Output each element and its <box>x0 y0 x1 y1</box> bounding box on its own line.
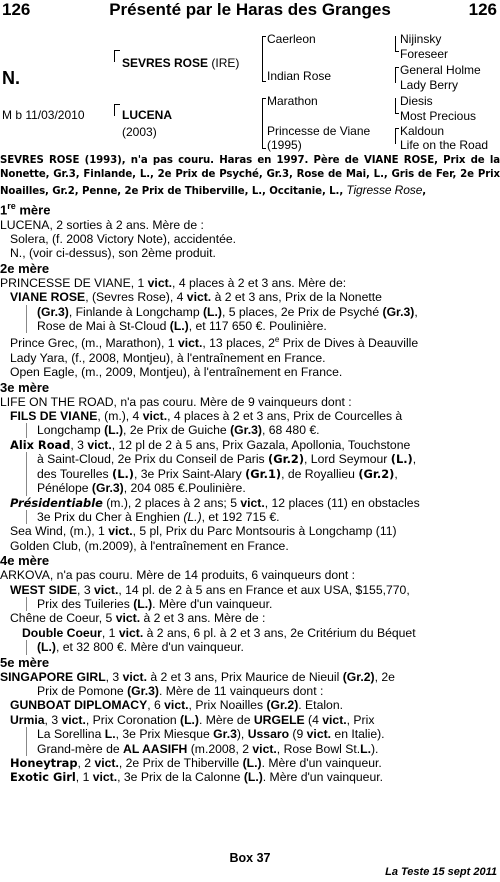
s4-intro: ARKOVA, n'a pas couru. Mère de 14 produits, 6 vainqueurs dont : <box>0 568 356 583</box>
s5-singapore-girl: SINGAPORE GIRL, 3 vict. à 2 et 3 ans, Prix Maurice de Nieuil (Gr.2), 2e <box>0 669 395 684</box>
s5-honeytrap: Honeytrap, 2 vict., 2e Prix de Thiberville (L.). Mère d'un vainqueur. <box>10 756 382 771</box>
pedigree-table <box>0 28 500 156</box>
s4-double-coeur-continued: (L.), et 32 800 €. Mère d'un vainqueur. <box>26 640 500 654</box>
s5-gunboat-diplomacy: GUNBOAT DIPLOMACY, 6 vict., Prix Noailles (Gr.2). Etalon. <box>10 698 343 713</box>
s3-alix-continued: à Saint-Cloud, 2e Prix du Conseil de Paris (Gr.2), Lord Seymour (L.), des Tourelles (L.), 3e Prix Saint-Alary (Gr.1), de Royallieu (Gr.2), Pénélope (Gr.3), 204 085 €.Poulinière. <box>26 452 500 495</box>
great-grandparent-1: Nijinsky <box>400 32 442 46</box>
section-heading-2: 2e mère <box>0 260 50 276</box>
page-header <box>0 0 500 22</box>
lot-number-left: 126 <box>2 0 31 19</box>
great-grandparent-3: General Holme <box>400 63 481 77</box>
great-grandparent-5: Diesis <box>400 94 433 108</box>
s2-open-eagle: Open Eagle, (m., 2009, Montjeu), à l'entraînement en France. <box>10 365 343 380</box>
sire: SEVRES ROSE (IRE) <box>122 56 240 70</box>
horse-name: N. <box>2 68 20 88</box>
s4-west-side-continued: Prix des Tuileries (L.). Mère d'un vainqueur. <box>26 597 500 611</box>
s4-west-side: WEST SIDE, 3 vict., 14 pl. de 2 à 5 ans en France et aux USA, $155,770, <box>10 582 410 597</box>
great-grandparent-8: Life on the Road <box>400 138 489 152</box>
granddam-2-year: (1995) <box>267 138 302 152</box>
section-heading-5: 5e mère <box>0 654 50 670</box>
s1-line-3: N., (voir ci-dessus), son 2ème produit. <box>10 246 216 261</box>
great-grandparent-4: Lady Berry <box>400 78 459 92</box>
s3-presidentiable: Présidentiable (m.), 2 places à 2 ans; 5 vict., 12 places (11) en obstacles <box>10 495 420 510</box>
s1-line-2: Solera, (f. 2008 Victory Note), accidentée. <box>10 231 237 246</box>
s5-exotic-girl: Exotic Girl, 1 vict., 3e Prix de la Calonne (L.). Mère d'un vainqueur. <box>10 770 383 785</box>
sire-paragraph: SEVRES ROSE (1993), n'a pas couru. Haras en 1997. Père de VIANE ROSE, Prix de la Nonette, Gr.3, Finlande, L., 2e Prix de Psyché, Gr.3, Rose de Mai, L., Gris de Fer, 2e Prix Noailles, Gr.2, Penne, 2e Prix de Thiberville, L., Occitanie, L., Tigresse Rose, <box>0 155 500 197</box>
pedigree-notes <box>0 154 500 785</box>
s3-intro: LIFE ON THE ROAD, n'a pas couru. Mère de 9 vainqueurs dont : <box>0 394 352 409</box>
s1-line-1: LUCENA, 2 sorties à 2 ans. Mère de : <box>0 217 204 232</box>
section-heading-1: 1re mère <box>0 201 51 218</box>
s2-viane-rose-continued: (Gr.3), Finlande à Longchamp (L.), 5 places, 2e Prix de Psyché (Gr.3), Rose de Mai à St-Cloud (L.), et 117 650 €. Poulinière. <box>26 305 500 334</box>
s2-intro: PRINCESSE DE VIANE, 1 vict., 4 places à 2 et 3 ans. Mère de: <box>0 275 347 290</box>
s3-alix-road: Alix Road, 3 vict., 12 pl de 2 à 5 ans, Prix Gazala, Apollonia, Touchstone <box>10 437 411 452</box>
s3-golden-club: Golden Club, (m.2009), à l'entraînement en France. <box>10 538 289 553</box>
s3-fils-continued: Longchamp (L.), 2e Prix de Guiche (Gr.3), 68 480 €. <box>26 423 500 437</box>
s5-urmia: Urmia, 3 vict., Prix Coronation (L.). Mère de URGELE (4 vict., Prix <box>10 712 375 727</box>
horse-description: M b 11/03/2010 <box>2 108 85 122</box>
s3-fils-de-viane: FILS DE VIANE, (m.), 4 vict., 4 places à 2 et 3 ans, Prix de Courcelles à <box>10 409 403 424</box>
s4-double-coeur: Double Coeur, 1 vict. à 2 ans, 6 pl. à 2 et 3 ans, 2e Critérium du Béquet <box>22 625 416 640</box>
grandsire-2: Marathon <box>267 94 318 108</box>
s2-viane-rose: VIANE ROSE, (Sevres Rose), 4 vict. à 2 et 3 ans, Prix de la Nonette <box>10 290 382 305</box>
lot-number-right: 126 <box>468 0 497 19</box>
page-title: Présenté par le Haras des Granges <box>109 0 391 19</box>
dam-year: (2003) <box>122 125 157 139</box>
section-heading-3: 3e mère <box>0 379 50 395</box>
dam: LUCENA <box>122 108 172 122</box>
great-grandparent-6: Most Precious <box>400 109 477 123</box>
granddam-2: Princesse de Viane <box>267 124 371 138</box>
s5-singapore-girl-continued: Prix de Pomone (Gr.3). Mère de 11 vainqueurs dont : <box>37 683 324 698</box>
s4-chene-de-coeur: Chêne de Coeur, 5 vict. à 2 et 3 ans. Mère de : <box>10 611 266 626</box>
s2-lady-yara: Lady Yara, (f., 2008, Montjeu), à l'entraînement en France. <box>10 350 326 365</box>
s5-urmia-continued: La Sorellina L., 3e Prix Miesque Gr.3), Ussaro (9 vict. en Italie). Grand-mère de AL AASIFH (m.2008, 2 vict., Rose Bowl St.L.). <box>26 727 500 756</box>
great-grandparent-2: Foreseer <box>400 47 449 61</box>
box-number: Box 37 <box>229 851 271 865</box>
grandsire-1: Caerleon <box>267 32 316 46</box>
s3-presidentiable-continued: 3e Prix du Cher à Enghien (L.), et 192 715 €. <box>26 510 500 524</box>
s3-sea-wind: Sea Wind, (m.), 1 vict., 5 pl, Prix du Parc Montsouris à Longchamp (11) <box>10 524 397 539</box>
great-grandparent-7: Kaldoun <box>400 124 445 138</box>
granddam-1: Indian Rose <box>267 69 332 83</box>
sale-place-date: La Teste 15 sept 2011 <box>385 866 497 878</box>
section-heading-4: 4e mère <box>0 553 50 569</box>
s2-prince-grec: Prince Grec, (m., Marathon), 1 vict., 13 places, 2e Prix de Dives à Deauville <box>10 335 419 351</box>
